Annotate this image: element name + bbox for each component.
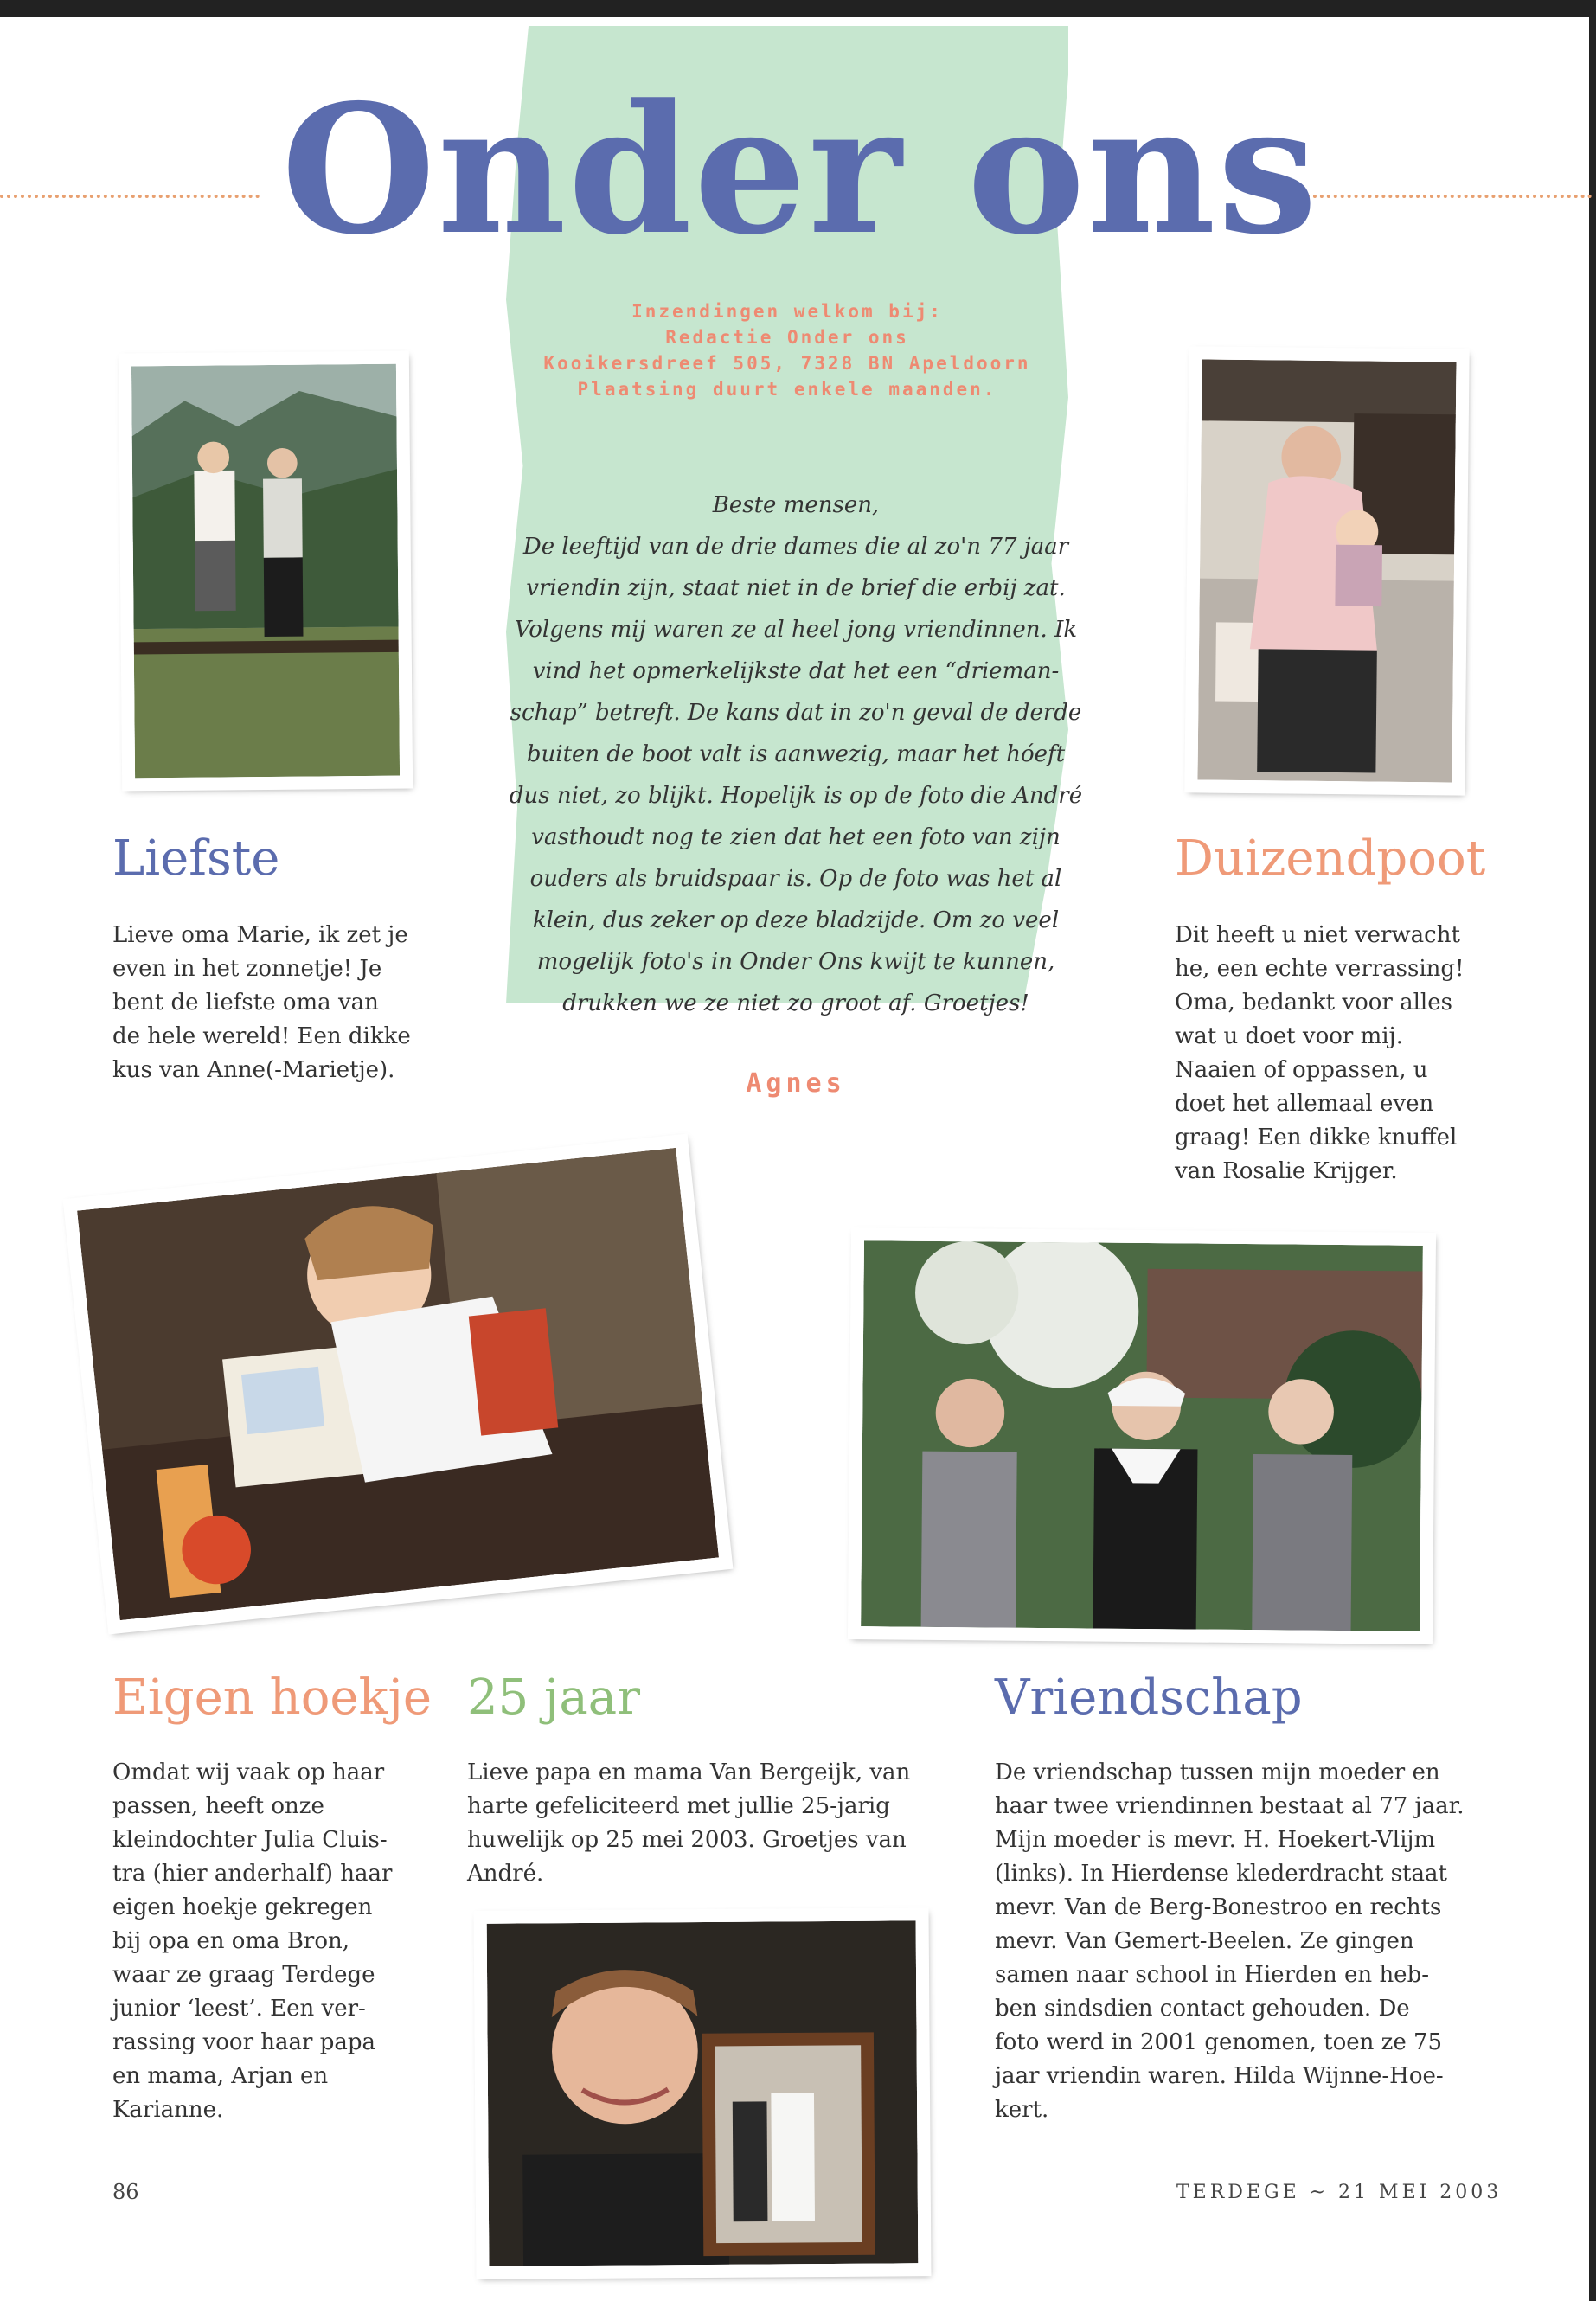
- text-line: Karianne.: [112, 2097, 224, 2123]
- text-liefste: [112, 919, 458, 1087]
- text-line: jaar vriendin waren. Hilda Wijnne-Hoe-: [995, 2063, 1444, 2089]
- text-line: Naaien of oppassen, u: [1175, 1057, 1428, 1083]
- text-line: wat u doet voor mij.: [1175, 1023, 1403, 1049]
- text-line: (links). In Hierdense klederdracht staat: [995, 1861, 1447, 1887]
- page-title: Onder ons: [281, 67, 1319, 274]
- letter-line: schap” betreft. De kans dat in zo'n geval de derde: [510, 700, 1082, 726]
- text-line: huwelijk op 25 mei 2003. Groetjes van: [467, 1827, 907, 1853]
- text-line: Mijn moeder is mevr. H. Hoekert-Vlijm: [995, 1827, 1436, 1853]
- letter-line: De leeftijd van de drie dames die al zo'n 77 jaar: [522, 534, 1069, 560]
- text-line: doet het allemaal even: [1175, 1091, 1434, 1117]
- letter-line: vriendin zijn, staat niet in de brief die erbij zat.: [526, 575, 1066, 601]
- text-line: waar ze graag Terdege: [112, 1962, 375, 1988]
- submission-line: Kooikersdreef 505, 7328 BN Apeldoorn: [543, 353, 1031, 374]
- photo-liefste-image: [131, 364, 400, 779]
- photo-duizendpoot: [1187, 349, 1466, 792]
- photo-eigen-hoekje-image: [77, 1148, 719, 1620]
- text-line: graag! Een dikke knuffel: [1175, 1125, 1458, 1150]
- dotted-rule-left: [0, 195, 260, 198]
- submission-line: Inzendingen welkom bij:: [631, 301, 943, 322]
- text-line: harte gefeliciteerd met jullie 25-jarig: [467, 1793, 890, 1819]
- text-line: haar twee vriendinnen bestaat al 77 jaar.: [995, 1793, 1465, 1819]
- photo-25-jaar-image: [487, 1920, 919, 2266]
- right-border: [1589, 0, 1596, 2301]
- photo-25-jaar: [477, 1910, 929, 2277]
- text-line: ben sindsdien contact gehouden. De: [995, 1996, 1410, 2022]
- text-line: van Rosalie Krijger.: [1175, 1158, 1398, 1184]
- heading-duizendpoot: Duizendpoot: [1175, 830, 1486, 887]
- editor-letter: [502, 484, 1090, 1024]
- text-line: bent de liefste oma van: [112, 990, 379, 1016]
- letter-line: vasthoudt nog te zien dat het een foto van zijn: [531, 824, 1061, 850]
- text-line: bij opa en oma Bron,: [112, 1928, 350, 1954]
- text-line: André.: [467, 1861, 544, 1887]
- text-25-jaar: [467, 1756, 960, 1891]
- heading-vriendschap: Vriendschap: [995, 1670, 1303, 1726]
- text-line: Omdat wij vaak op haar: [112, 1759, 385, 1785]
- letter-line: dus niet, zo blijkt. Hopelijk is op de foto die André: [509, 783, 1083, 809]
- text-line: kert.: [995, 2097, 1049, 2123]
- text-line: mevr. Van de Berg-Bonestroo en rechts: [995, 1894, 1442, 1920]
- text-line: kleindochter Julia Cluis-: [112, 1827, 388, 1853]
- text-line: kus van Anne(-Marietje).: [112, 1057, 395, 1083]
- text-line: Oma, bedankt voor alles: [1175, 990, 1452, 1016]
- letter-line: ouders als bruidspaar is. Op de foto was het al: [529, 866, 1062, 892]
- text-line: samen naar school in Hierden en heb-: [995, 1962, 1429, 1988]
- text-line: de hele wereld! Een dikke: [112, 1023, 411, 1049]
- top-border: [0, 0, 1596, 17]
- submission-line: Plaatsing duurt enkele maanden.: [577, 379, 997, 400]
- photo-duizendpoot-image: [1197, 359, 1456, 782]
- letter-line: klein, dus zeker op deze bladzijde. Om zo veel: [532, 907, 1060, 933]
- photo-eigen-hoekje: [66, 1137, 730, 1632]
- text-line: even in het zonnetje! Je: [112, 956, 382, 982]
- text-line: Lieve papa en mama Van Bergeijk, van: [467, 1759, 911, 1785]
- text-line: Lieve oma Marie, ik zet je: [112, 922, 408, 948]
- heading-eigen-hoekje: Eigen hoekje: [112, 1670, 433, 1726]
- text-line: De vriendschap tussen mijn moeder en: [995, 1759, 1440, 1785]
- submission-line: Redactie Onder ons: [665, 327, 909, 348]
- letter-line: drukken we ze niet zo groot af. Groetjes!: [562, 990, 1029, 1016]
- dotted-rule-right: [1306, 195, 1592, 198]
- text-line: passen, heeft onze: [112, 1793, 324, 1819]
- heading-25-jaar: 25 jaar: [467, 1670, 640, 1726]
- text-eigen-hoekje: [112, 1756, 441, 2127]
- photo-vriendschap-image: [861, 1240, 1423, 1631]
- text-line: mevr. Van Gemert-Beelen. Ze gingen: [995, 1928, 1414, 1954]
- letter-signature: Agnes: [746, 1068, 846, 1099]
- text-vriendschap: [995, 1756, 1566, 2127]
- text-line: junior ‘leest’. Een ver-: [112, 1996, 366, 2022]
- text-duizendpoot: [1175, 919, 1521, 1189]
- text-line: eigen hoekje gekregen: [112, 1894, 373, 1920]
- letter-line: vind het opmerkelijkste dat het een “drieman-: [532, 658, 1060, 684]
- letter-line: buiten de boot valt is aanwezig, maar het hóeft: [526, 741, 1066, 767]
- text-line: Dit heeft u niet verwacht: [1175, 922, 1460, 948]
- letter-line: Beste mensen,: [712, 492, 880, 518]
- text-line: tra (hier anderhalf) haar: [112, 1861, 393, 1887]
- letter-line: Volgens mij waren ze al heel jong vriendinnen. Ik: [514, 617, 1078, 643]
- submission-info: [484, 298, 1090, 402]
- photo-liefste: [121, 354, 410, 789]
- text-line: foto werd in 2001 genomen, toen ze 75: [995, 2029, 1443, 2055]
- letter-line: mogelijk foto's in Onder Ons kwijt te kunnen,: [536, 949, 1055, 975]
- text-line: rassing voor haar papa: [112, 2029, 376, 2055]
- publication-footer: TERDEGE ~ 21 MEI 2003: [1176, 2182, 1503, 2203]
- text-line: en mama, Arjan en: [112, 2063, 329, 2089]
- photo-vriendschap: [850, 1230, 1433, 1642]
- heading-liefste: Liefste: [112, 830, 280, 887]
- text-line: he, een echte verrassing!: [1175, 956, 1465, 982]
- page-number: 86: [112, 2180, 139, 2204]
